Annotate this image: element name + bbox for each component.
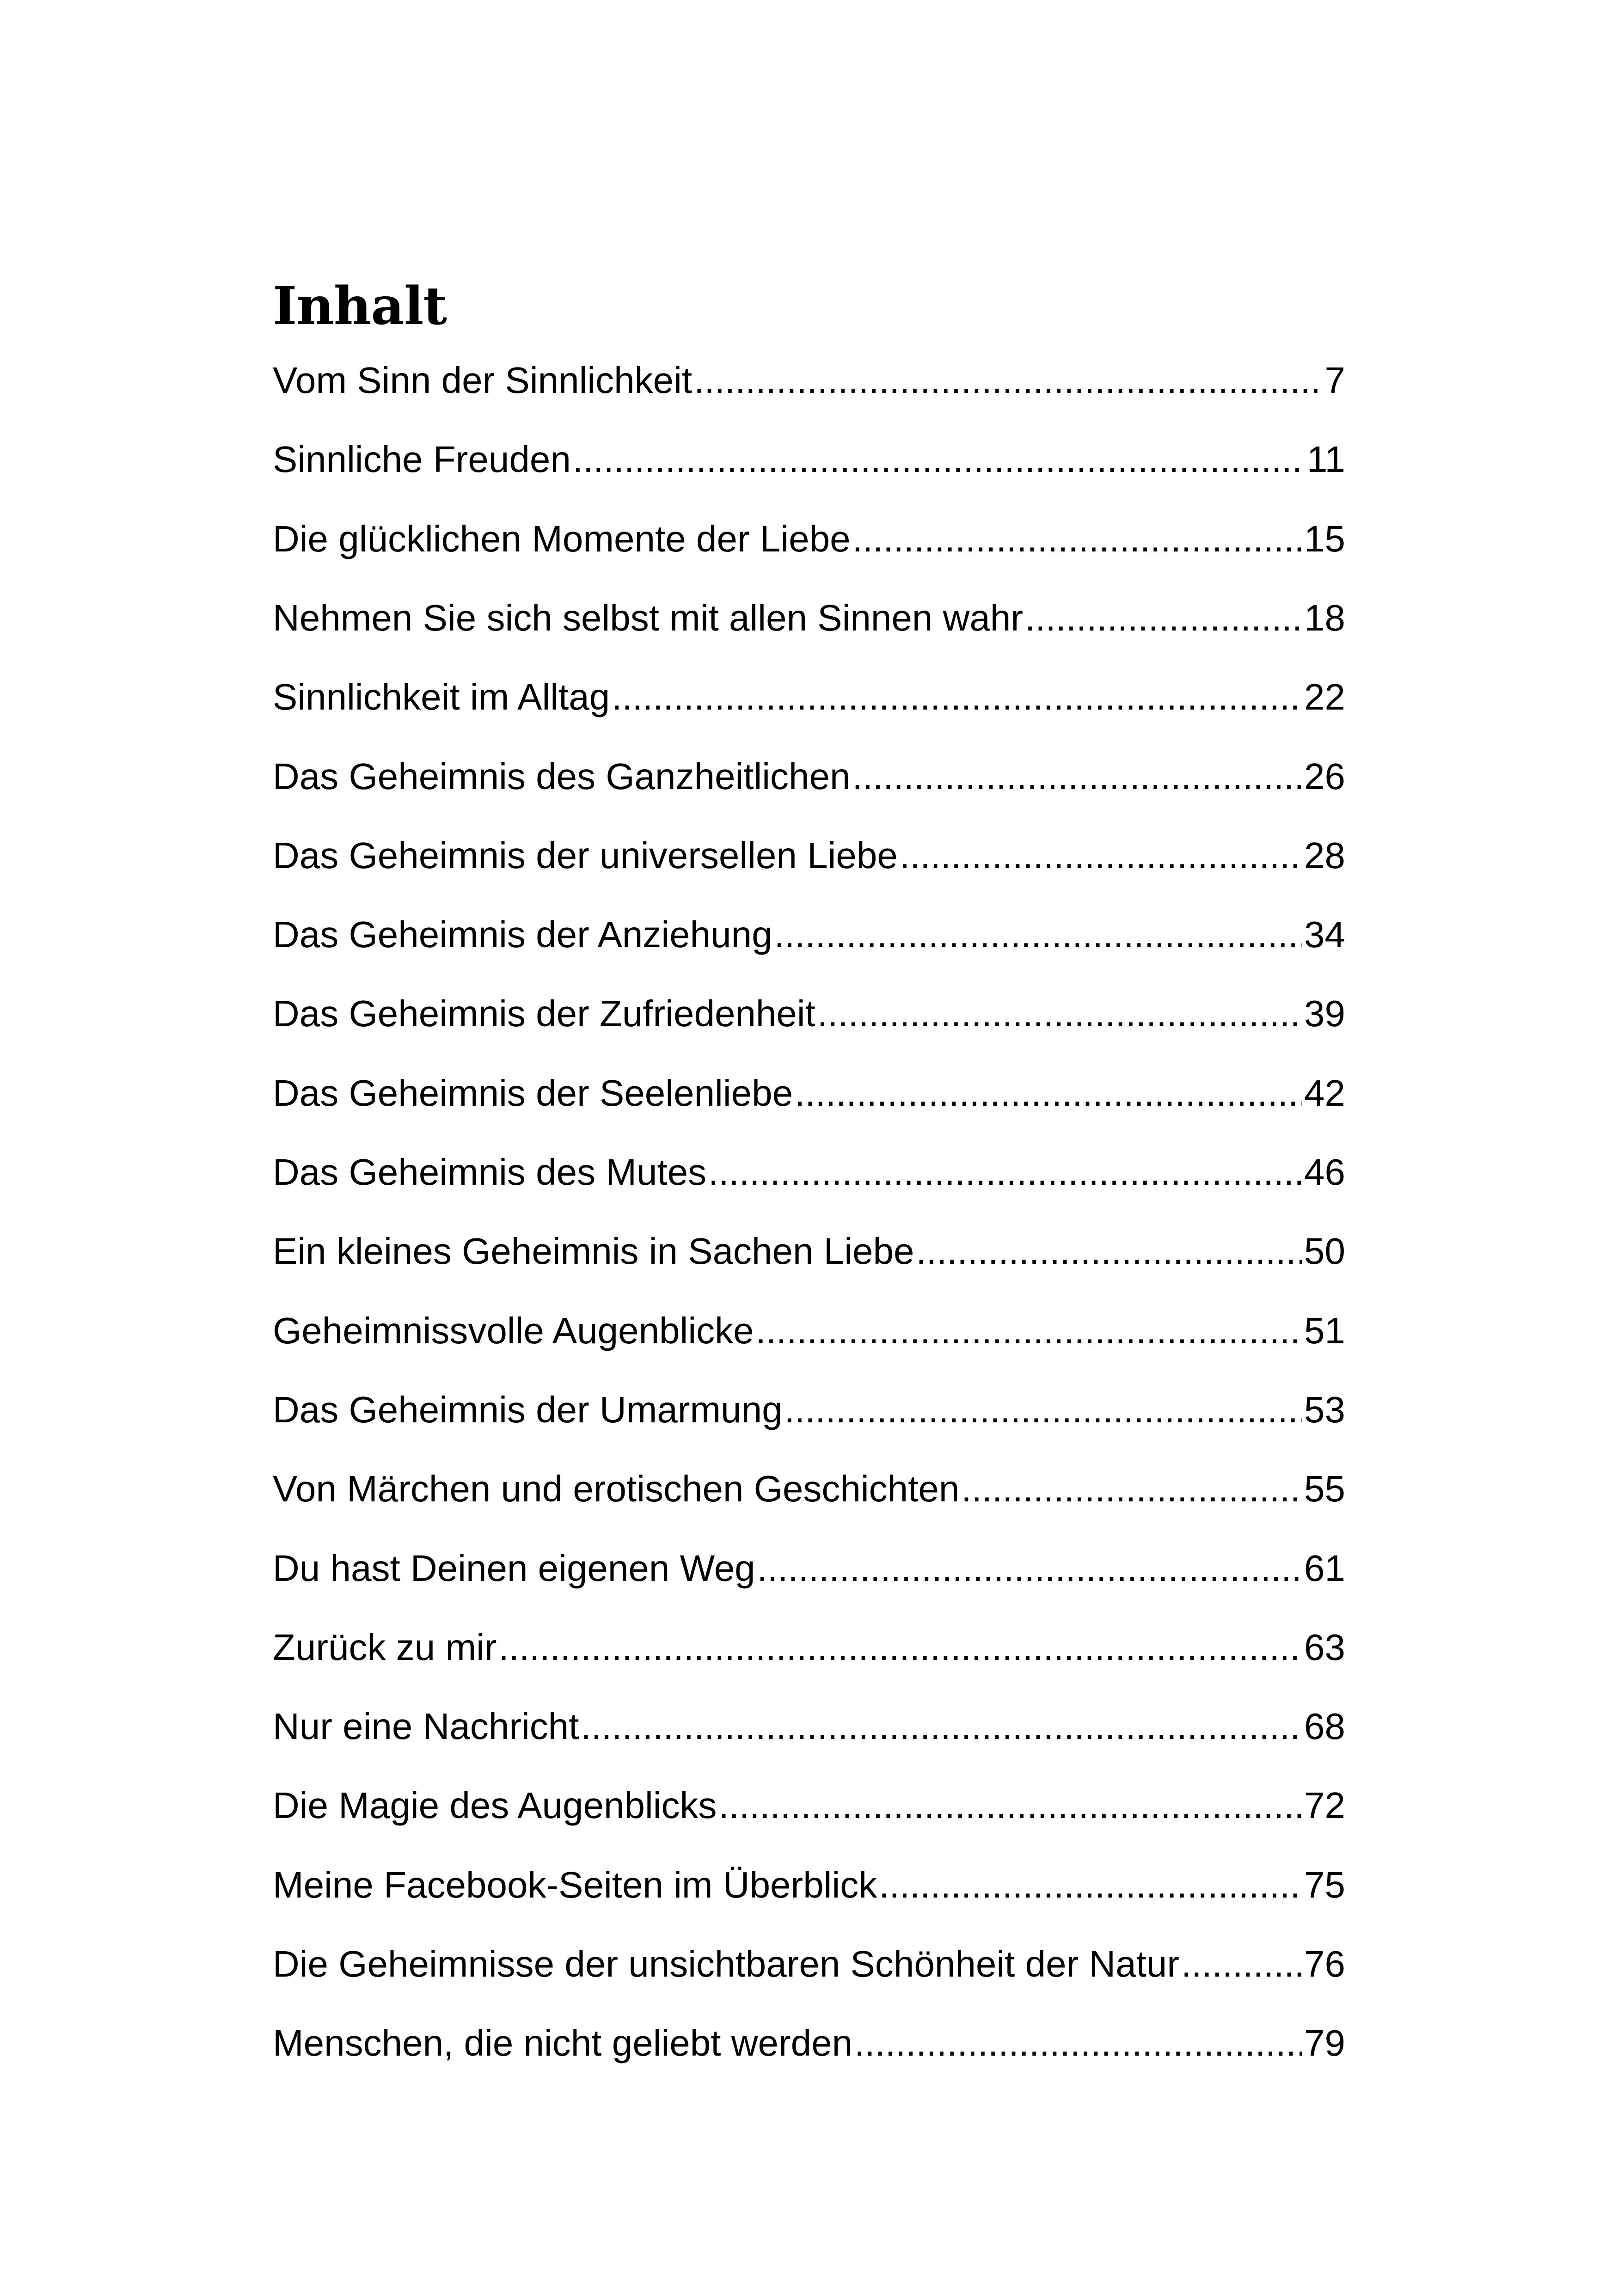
toc-entry-page-number: 72 [1304,1785,1345,1826]
toc-entry [273,907,1345,962]
toc-entry-page-number: 34 [1304,914,1345,955]
toc-dot-leader [1025,590,1302,646]
toc-entry-page-number: 26 [1304,756,1345,797]
toc-entry-title: Das Geheimnis des Mutes [273,1151,707,1193]
toc-entry [273,749,1345,804]
toc-dot-leader [774,907,1302,962]
toc-entry [273,1382,1345,1438]
toc-dot-leader [817,986,1302,1041]
toc-entry-title: Menschen, die nicht geliebt werden [273,2022,853,2063]
toc-dot-leader [852,511,1302,567]
toc-entry-title: Die glücklichen Momente der Liebe [273,518,851,559]
toc-entry [273,1699,1345,1754]
toc-entry-title: Das Geheimnis der Zufriedenheit [273,993,815,1034]
toc-entry [273,1145,1345,1200]
toc-entry-title: Das Geheimnis des Ganzheitlichen [273,756,851,797]
toc-entry [273,1936,1345,1992]
toc-entry-title: Die Geheimnisse der unsichtbaren Schönheit der Natur [273,1943,1180,1984]
toc-dot-leader [719,1778,1302,1833]
toc-entry-title: Du hast Deinen eigenen Weg [273,1548,755,1589]
toc-entry-page-number: 53 [1304,1389,1345,1430]
toc-entry-title: Nehmen Sie sich selbst mit allen Sinnen wahr [273,597,1024,638]
toc-entry-title: Nur eine Nachricht [273,1706,579,1747]
toc-dot-leader [694,353,1323,408]
toc-entry-page-number: 68 [1304,1706,1345,1747]
toc-entry [273,1857,1345,1913]
toc-entry [273,511,1345,567]
toc-entry [273,986,1345,1041]
toc-entry-page-number: 18 [1304,597,1345,638]
toc-dot-leader [795,1065,1302,1121]
toc-dot-leader [499,1620,1303,1675]
toc-dot-leader [900,828,1302,883]
toc-dot-leader [756,1303,1302,1359]
toc-entry-page-number: 15 [1304,518,1345,559]
toc-entry [273,828,1345,883]
toc-entry-title: Sinnliche Freuden [273,439,571,480]
toc-entry [273,1303,1345,1359]
toc-dot-leader [757,1541,1302,1596]
toc-dot-leader [581,1699,1303,1754]
toc-dot-leader [708,1145,1302,1200]
toc-entry [273,1620,1345,1675]
toc-entry-title: Von Märchen und erotischen Geschichten [273,1468,960,1509]
toc-heading: Inhalt [273,276,447,337]
toc-entry-page-number: 61 [1304,1548,1345,1589]
toc-dot-leader [879,1857,1302,1913]
toc-entry-title: Vom Sinn der Sinnlichkeit [273,360,693,401]
toc-entry-page-number: 76 [1304,1943,1345,1984]
toc-entry-page-number: 51 [1304,1310,1345,1351]
toc-entry-title: Meine Facebook-Seiten im Überblick [273,1864,877,1905]
toc-dot-leader [961,1461,1302,1517]
toc-entry-page-number: 50 [1304,1231,1345,1272]
toc-dot-leader [612,669,1302,725]
toc-entry-title: Ein kleines Geheimnis in Sachen Liebe [273,1231,914,1272]
toc-entry [273,2015,1345,2071]
toc-entry-page-number: 75 [1304,1864,1345,1905]
toc-dot-leader [854,2015,1302,2071]
toc-entry [273,353,1345,408]
toc-entry-title: Zurück zu mir [273,1627,497,1668]
toc-entry-title: Das Geheimnis der Anziehung [273,914,772,955]
toc-entry [273,1461,1345,1517]
toc-entry-page-number: 22 [1304,676,1345,717]
toc-entry-page-number: 39 [1304,993,1345,1034]
toc-entry [273,590,1345,646]
toc-entry-title: Das Geheimnis der Seelenliebe [273,1072,793,1114]
toc-entry-title: Geheimnissvolle Augenblicke [273,1310,754,1351]
toc-entry-page-number: 42 [1304,1072,1345,1114]
toc-entry [273,1541,1345,1596]
toc-entry-page-number: 63 [1304,1627,1345,1668]
toc-entry-page-number: 79 [1304,2022,1345,2063]
toc-entry [273,432,1345,487]
toc-entry-title: Die Magie des Augenblicks [273,1785,717,1826]
toc-entry-title: Das Geheimnis der universellen Liebe [273,835,898,876]
toc-entry [273,1065,1345,1121]
toc-dot-leader [916,1224,1303,1279]
toc-entry [273,1224,1345,1279]
toc-entry-page-number: 7 [1324,360,1345,401]
toc-entry-title: Sinnlichkeit im Alltag [273,676,610,717]
toc-dot-leader [1181,1936,1302,1992]
toc-entry [273,1778,1345,1833]
toc-dot-leader [784,1382,1302,1438]
toc-dot-leader [573,432,1305,487]
toc-entry-page-number: 46 [1304,1151,1345,1193]
toc-entry-title: Das Geheimnis der Umarmung [273,1389,783,1430]
toc-entry-page-number: 28 [1304,835,1345,876]
toc-entry [273,669,1345,725]
toc-entry-page-number: 55 [1304,1468,1345,1509]
toc-dot-leader [852,749,1302,804]
toc-entry-page-number: 11 [1306,439,1345,480]
